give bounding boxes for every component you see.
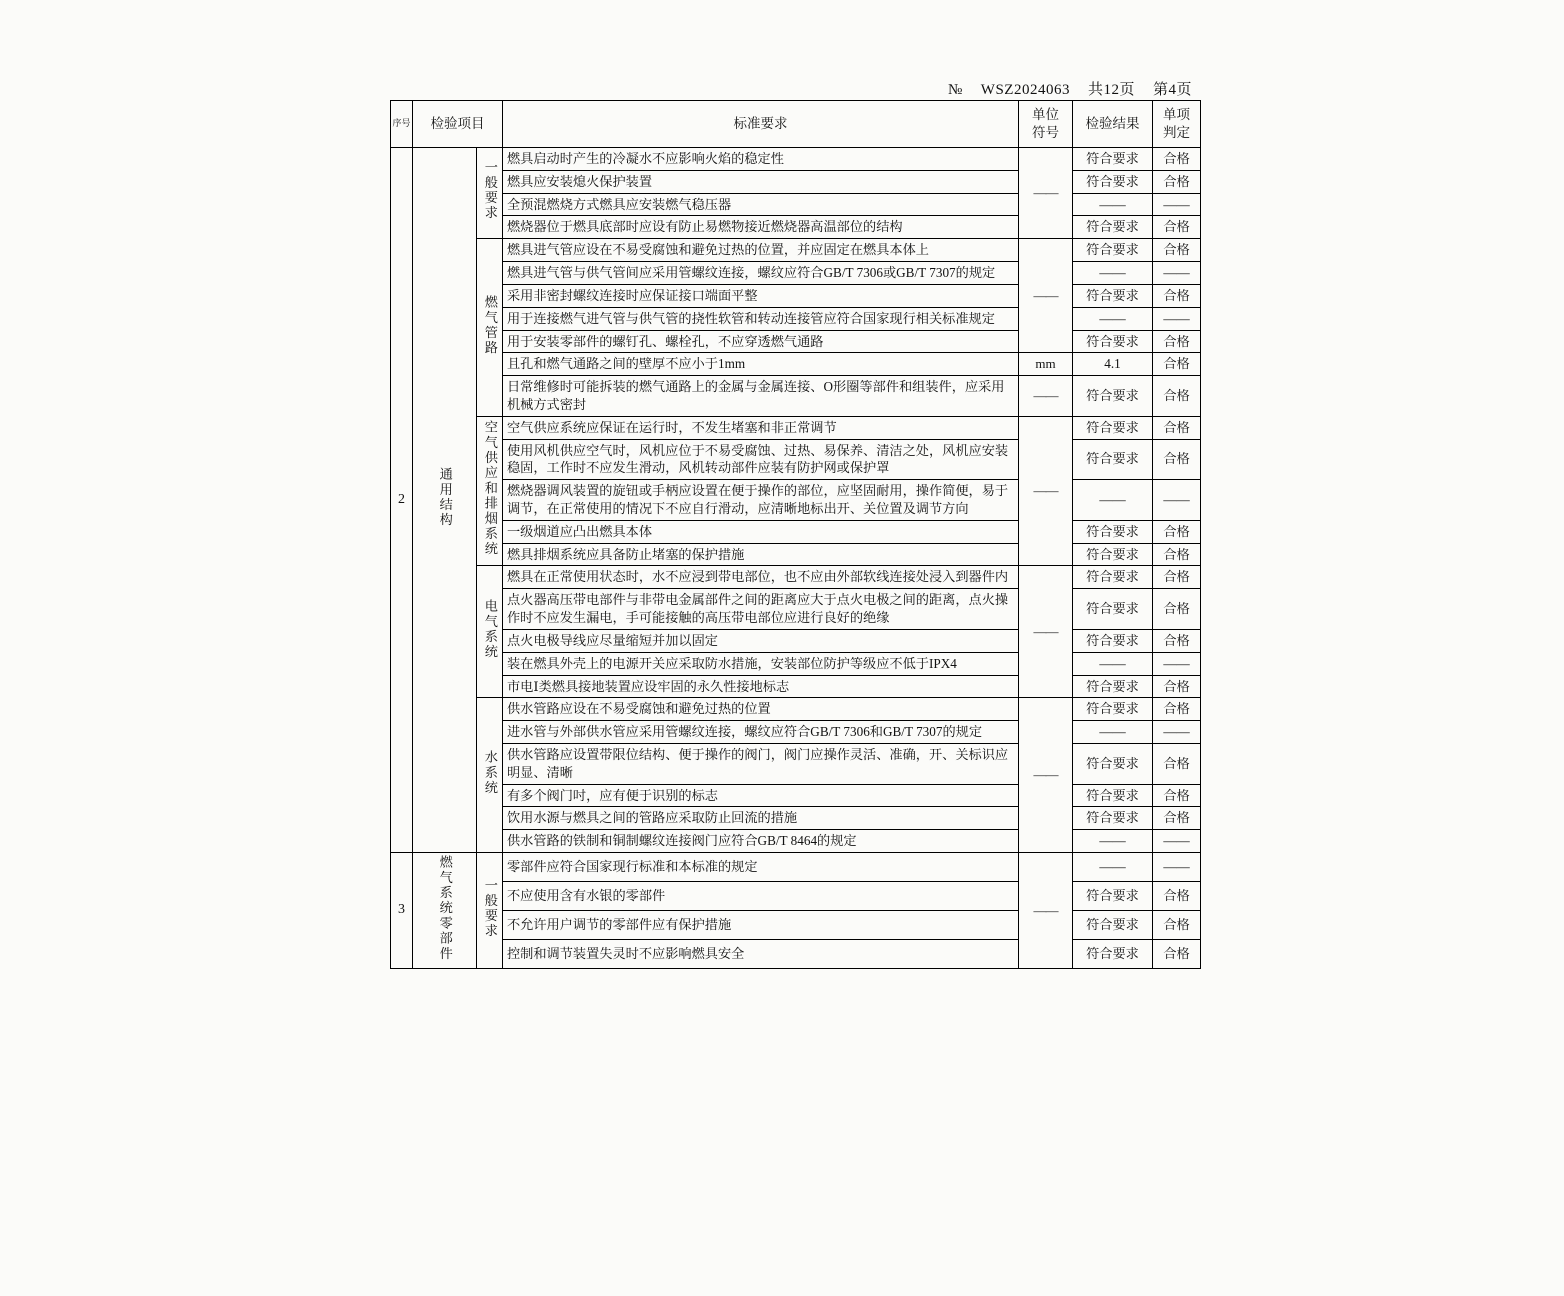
result-cell: 符合要求 bbox=[1073, 589, 1153, 630]
judge-cell: 合格 bbox=[1153, 698, 1201, 721]
requirement-text: 燃具进气管应设在不易受腐蚀和避免过热的位置，并应固定在燃具本体上 bbox=[503, 239, 1019, 262]
unit-cell: —— bbox=[1019, 148, 1073, 239]
result-cell: 符合要求 bbox=[1073, 566, 1153, 589]
result-cell: 符合要求 bbox=[1073, 376, 1153, 417]
page-header bbox=[948, 78, 1192, 99]
subgroup-label: 一般要求 bbox=[477, 148, 503, 239]
judge-cell: —— bbox=[1153, 721, 1201, 744]
result-cell: —— bbox=[1073, 193, 1153, 216]
result-cell: 符合要求 bbox=[1073, 911, 1153, 940]
result-cell: —— bbox=[1073, 307, 1153, 330]
table-row bbox=[391, 743, 1201, 784]
requirement-text: 饮用水源与燃具之间的管路应采取防止回流的措施 bbox=[503, 807, 1019, 830]
column-header-seq: 序号 bbox=[391, 101, 413, 148]
judge-cell: —— bbox=[1153, 307, 1201, 330]
result-cell: 符合要求 bbox=[1073, 239, 1153, 262]
result-cell: 符合要求 bbox=[1073, 439, 1153, 480]
table-row bbox=[391, 675, 1201, 698]
table-row bbox=[391, 807, 1201, 830]
group-item: 燃气系统零部件 bbox=[413, 853, 477, 969]
table-row bbox=[391, 652, 1201, 675]
table-row bbox=[391, 940, 1201, 969]
requirement-text: 有多个阀门吋，应有便于识别的标志 bbox=[503, 784, 1019, 807]
table-row bbox=[391, 284, 1201, 307]
requirement-text: 全预混燃烧方式燃具应安装燃气稳压器 bbox=[503, 193, 1019, 216]
table-row bbox=[391, 480, 1201, 521]
requirement-text: 使用风机供应空气时，风机应位于不易受腐蚀、过热、易保养、清洁之处，风机应安装稳固，工作时不应发生滑动，风机转动部件应装有防护网或保护罩 bbox=[503, 439, 1019, 480]
result-cell: —— bbox=[1073, 262, 1153, 285]
report-no-value: WSZ2024063 bbox=[980, 82, 1070, 98]
judge-cell: 合格 bbox=[1153, 216, 1201, 239]
result-cell: 符合要求 bbox=[1073, 882, 1153, 911]
judge-cell: 合格 bbox=[1153, 239, 1201, 262]
group-seq: 2 bbox=[391, 148, 413, 853]
table-row bbox=[391, 307, 1201, 330]
table-row bbox=[391, 911, 1201, 940]
result-cell: —— bbox=[1073, 480, 1153, 521]
report-no-label: № bbox=[947, 82, 963, 98]
table-row bbox=[391, 589, 1201, 630]
requirement-text: 日常维修时可能拆装的燃气通路上的金属与金属连接、O形圈等部件和组装件，应采用机械方式密封 bbox=[503, 376, 1019, 417]
judge-cell: —— bbox=[1153, 830, 1201, 853]
table-row bbox=[391, 148, 1201, 171]
table-row bbox=[391, 520, 1201, 543]
result-cell: —— bbox=[1073, 853, 1153, 882]
requirement-text: 用于连接燃气进气管与供气管的挠性软管和转动连接管应符合国家现行相关标准规定 bbox=[503, 307, 1019, 330]
judge-cell: 合格 bbox=[1153, 743, 1201, 784]
inspection-table bbox=[390, 100, 1201, 969]
subgroup-label: 燃气管路 bbox=[477, 239, 503, 417]
result-cell: 符合要求 bbox=[1073, 284, 1153, 307]
column-header-result: 检验结果 bbox=[1073, 101, 1153, 148]
result-cell: 符合要求 bbox=[1073, 743, 1153, 784]
judge-cell: 合格 bbox=[1153, 376, 1201, 417]
requirement-text: 供水管路应设在不易受腐蚀和避免过热的位置 bbox=[503, 698, 1019, 721]
column-header-item: 检验项目 bbox=[413, 101, 503, 148]
table-row bbox=[391, 853, 1201, 882]
result-cell: 4.1 bbox=[1073, 353, 1153, 376]
requirement-text: 燃具在正常使用状态时，水不应浸到带电部位，也不应由外部软线连接处浸入到器件内 bbox=[503, 566, 1019, 589]
unit-cell: —— bbox=[1019, 416, 1073, 566]
judge-cell: —— bbox=[1153, 262, 1201, 285]
table-row bbox=[391, 721, 1201, 744]
judge-cell: 合格 bbox=[1153, 566, 1201, 589]
requirement-text: 空气供应系统应保证在运行时，不发生堵塞和非正常调节 bbox=[503, 416, 1019, 439]
unit-cell: —— bbox=[1019, 566, 1073, 698]
result-cell: 符合要求 bbox=[1073, 807, 1153, 830]
requirement-text: 用于安装零部件的螺钉孔、螺栓孔，不应穿透燃气通路 bbox=[503, 330, 1019, 353]
table-row bbox=[391, 882, 1201, 911]
total-pages: 共12页 bbox=[1087, 82, 1135, 98]
requirement-text: 燃烧器调风装置的旋钮或手柄应设置在便于操作的部位，应坚固耐用，操作简便，易于调节，在正常使用的情况下不应自行滑动，应清晰地标出开、关位置及调节方向 bbox=[503, 480, 1019, 521]
judge-cell: 合格 bbox=[1153, 589, 1201, 630]
result-cell: 符合要求 bbox=[1073, 629, 1153, 652]
requirement-text: 零部件应符合国家现行标准和本标准的规定 bbox=[503, 853, 1019, 882]
table-row bbox=[391, 193, 1201, 216]
result-cell: 符合要求 bbox=[1073, 784, 1153, 807]
table-row bbox=[391, 239, 1201, 262]
requirement-text: 燃烧器位于燃具底部时应设有防止易燃物接近燃烧器高温部位的结构 bbox=[503, 216, 1019, 239]
table-row bbox=[391, 830, 1201, 853]
table-row bbox=[391, 543, 1201, 566]
table-row bbox=[391, 216, 1201, 239]
table-row bbox=[391, 698, 1201, 721]
column-header-requirement: 标准要求 bbox=[503, 101, 1019, 148]
judge-cell: 合格 bbox=[1153, 784, 1201, 807]
requirement-text: 不应使用含有水银的零部件 bbox=[503, 882, 1019, 911]
table-row bbox=[391, 784, 1201, 807]
result-cell: 符合要求 bbox=[1073, 416, 1153, 439]
judge-cell: 合格 bbox=[1153, 353, 1201, 376]
requirement-text: 市电Ⅰ类燃具接地装置应设牢固的永久性接地标志 bbox=[503, 675, 1019, 698]
judge-cell: 合格 bbox=[1153, 675, 1201, 698]
judge-cell: 合格 bbox=[1153, 330, 1201, 353]
judge-cell: —— bbox=[1153, 853, 1201, 882]
judge-cell: 合格 bbox=[1153, 416, 1201, 439]
unit-header-line1: 单位 bbox=[1032, 106, 1059, 122]
requirement-text: 采用非密封螺纹连接时应保证接口端面平整 bbox=[503, 284, 1019, 307]
judge-cell: 合格 bbox=[1153, 284, 1201, 307]
table-row bbox=[391, 376, 1201, 417]
judge-header-line1: 单项 bbox=[1163, 106, 1190, 122]
table-row bbox=[391, 353, 1201, 376]
judge-header-line2: 判定 bbox=[1163, 125, 1190, 140]
table-row bbox=[391, 262, 1201, 285]
requirement-text: 点火器高压带电部件与非带电金属部件之间的距离应大于点火电极之间的距离，点火操作时不应发生漏电，手可能接触的高压带电部位应进行良好的绝缘 bbox=[503, 589, 1019, 630]
judge-cell: 合格 bbox=[1153, 807, 1201, 830]
subgroup-label: 电气系统 bbox=[477, 566, 503, 698]
result-cell: 符合要求 bbox=[1073, 675, 1153, 698]
result-cell: 符合要求 bbox=[1073, 543, 1153, 566]
requirement-text: 燃具应安装熄火保护装置 bbox=[503, 170, 1019, 193]
judge-cell: 合格 bbox=[1153, 882, 1201, 911]
table-row bbox=[391, 170, 1201, 193]
judge-cell: 合格 bbox=[1153, 911, 1201, 940]
requirement-text: 供水管路的铁制和铜制螺纹连接阀门应符合GB/T 8464的规定 bbox=[503, 830, 1019, 853]
judge-cell: —— bbox=[1153, 480, 1201, 521]
judge-cell: —— bbox=[1153, 193, 1201, 216]
requirement-text: 装在燃具外壳上的电源开关应采取防水措施，安装部位防护等级应不低于IPX4 bbox=[503, 652, 1019, 675]
page-number: 第4页 bbox=[1152, 82, 1192, 98]
group-seq: 3 bbox=[391, 853, 413, 969]
unit-header-line2: 符号 bbox=[1032, 125, 1059, 140]
unit-cell: —— bbox=[1019, 376, 1073, 417]
table-row bbox=[391, 566, 1201, 589]
result-cell: —— bbox=[1073, 830, 1153, 853]
requirement-text: 一级烟道应凸出燃具本体 bbox=[503, 520, 1019, 543]
result-cell: 符合要求 bbox=[1073, 216, 1153, 239]
requirement-text: 不允许用户调节的零部件应有保护措施 bbox=[503, 911, 1019, 940]
column-header-judge bbox=[1153, 101, 1201, 148]
result-cell: 符合要求 bbox=[1073, 940, 1153, 969]
requirement-text: 燃具排烟系统应具备防止堵塞的保护措施 bbox=[503, 543, 1019, 566]
requirement-text: 点火电极导线应尽量缩短并加以固定 bbox=[503, 629, 1019, 652]
table-row bbox=[391, 416, 1201, 439]
subgroup-label: 一般要求 bbox=[477, 853, 503, 969]
table-row bbox=[391, 330, 1201, 353]
judge-cell: 合格 bbox=[1153, 543, 1201, 566]
unit-cell: —— bbox=[1019, 853, 1073, 969]
result-cell: 符合要求 bbox=[1073, 330, 1153, 353]
requirement-text: 控制和调节装置失灵时不应影响燃具安全 bbox=[503, 940, 1019, 969]
judge-cell: 合格 bbox=[1153, 940, 1201, 969]
requirement-text: 进水管与外部供水管应采用管螺纹连接，螺纹应符合GB/T 7306和GB/T 7307的规定 bbox=[503, 721, 1019, 744]
result-cell: 符合要求 bbox=[1073, 520, 1153, 543]
unit-cell: —— bbox=[1019, 698, 1073, 853]
requirement-text: 燃具进气管与供气管间应采用管螺纹连接，螺纹应符合GB/T 7306或GB/T 7307的规定 bbox=[503, 262, 1019, 285]
subgroup-label: 空气供应和排烟系统 bbox=[477, 416, 503, 566]
unit-cell: mm bbox=[1019, 353, 1073, 376]
judge-cell: 合格 bbox=[1153, 629, 1201, 652]
judge-cell: 合格 bbox=[1153, 170, 1201, 193]
judge-cell: 合格 bbox=[1153, 148, 1201, 171]
result-cell: 符合要求 bbox=[1073, 148, 1153, 171]
requirement-text: 供水管路应设置带限位结构、便于操作的阀门，阀门应操作灵活、准确，开、关标识应明显、清晰 bbox=[503, 743, 1019, 784]
table-header-row bbox=[391, 101, 1201, 148]
column-header-unit bbox=[1019, 101, 1073, 148]
judge-cell: —— bbox=[1153, 652, 1201, 675]
table-row bbox=[391, 439, 1201, 480]
requirement-text: 且孔和燃气通路之间的壁厚不应小于1mm bbox=[503, 353, 1019, 376]
table-row bbox=[391, 629, 1201, 652]
result-cell: 符合要求 bbox=[1073, 698, 1153, 721]
judge-cell: 合格 bbox=[1153, 439, 1201, 480]
group-item: 通用结构 bbox=[413, 148, 477, 853]
subgroup-label: 水系统 bbox=[477, 698, 503, 853]
result-cell: 符合要求 bbox=[1073, 170, 1153, 193]
unit-cell: —— bbox=[1019, 239, 1073, 353]
judge-cell: 合格 bbox=[1153, 520, 1201, 543]
requirement-text: 燃具启动时产生的冷凝水不应影响火焰的稳定性 bbox=[503, 148, 1019, 171]
result-cell: —— bbox=[1073, 721, 1153, 744]
result-cell: —— bbox=[1073, 652, 1153, 675]
